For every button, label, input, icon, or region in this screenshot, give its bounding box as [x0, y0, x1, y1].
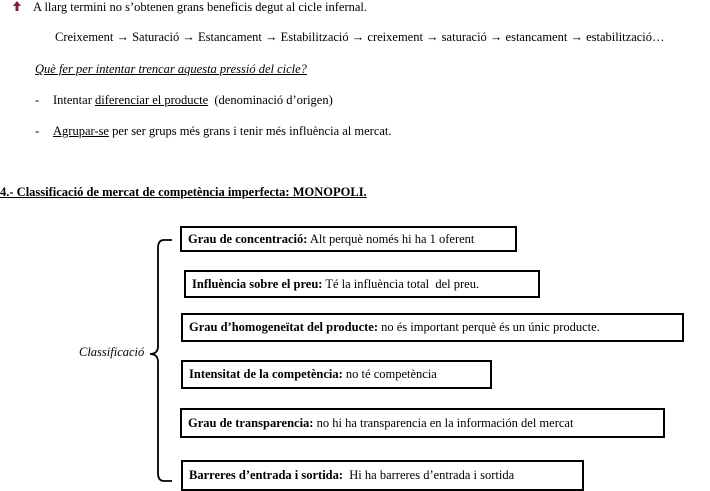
- classification-box-barriers: [181, 460, 584, 491]
- option-underlined: diferenciar el producte: [95, 93, 209, 107]
- box-text: no hi ha transparencia en la información del mercat: [313, 416, 574, 430]
- option-rest: per ser grups més grans i tenir més influència al mercat.: [108, 124, 392, 138]
- box-text: no és important perquè és un únic producte.: [378, 320, 600, 334]
- option-dash: -: [35, 93, 40, 107]
- box-label: Barreres d’entrada i sortida:: [189, 468, 344, 482]
- option-rest: (denominació d’origen): [208, 93, 333, 107]
- box-text: Té la influència total del preu.: [322, 277, 480, 291]
- classification-box-homogeneity: [181, 313, 684, 342]
- box-text: Hi ha barreres d’entrada i sortida: [343, 468, 515, 482]
- classification-label: Classificació: [79, 345, 145, 359]
- cycle-line: Creixement → Saturació → Estancament → Estabilització → creixement → saturació → estancament → estabilització…: [55, 30, 665, 44]
- box-label: Grau de transparencia:: [188, 416, 314, 430]
- box-label: Intensitat de la competència:: [189, 367, 343, 381]
- box-label: Grau de concentració:: [188, 232, 308, 246]
- option-underlined: Agrupar-se: [53, 124, 109, 138]
- option-dash: -: [35, 124, 40, 138]
- box-label: Influència sobre el preu:: [192, 277, 323, 291]
- classification-box-transparency: [180, 408, 665, 438]
- intro-text: A llarg termini no s’obtenen grans beneficis degut al cicle infernal.: [33, 0, 368, 14]
- section-heading: 4.- Classificació de mercat de competència imperfecta: MONOPOLI.: [0, 185, 367, 199]
- classification-box-competition-intensity: [181, 360, 492, 389]
- classification-box-price-influence: [184, 270, 540, 298]
- classification-box-concentration: [180, 226, 517, 252]
- question-line: Què fer per intentar trencar aquesta pressió del cicle?: [35, 62, 307, 76]
- box-text: Alt perquè només hi ha 1 oferent: [307, 232, 475, 246]
- box-text: no té competència: [342, 367, 437, 381]
- box-label: Grau d’homogeneïtat del producte:: [189, 320, 378, 334]
- option-prefix: Intentar: [53, 93, 95, 107]
